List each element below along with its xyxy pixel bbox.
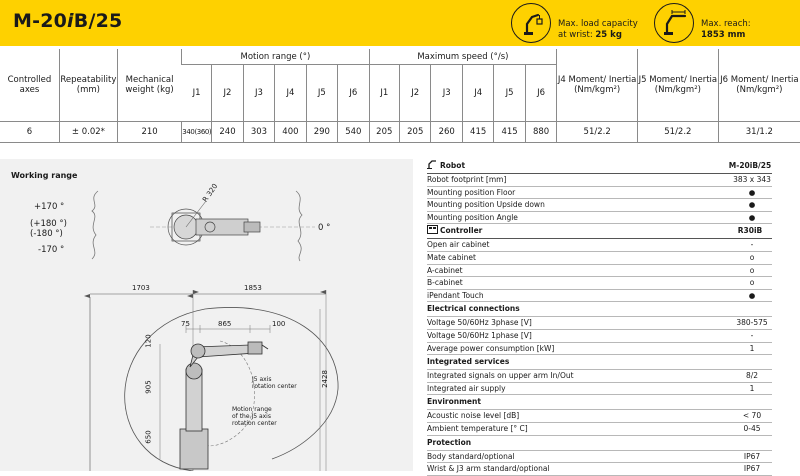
spec-row — [427, 451, 772, 464]
header-banner — [0, 0, 800, 46]
spec-row — [427, 199, 772, 212]
spec-label: Acoustic noise level [dB] — [427, 411, 520, 421]
dim-650: 650 — [144, 430, 153, 444]
spec-row — [427, 290, 772, 303]
dim-905: 905 — [144, 380, 153, 394]
angle-minus180: (-180 °) — [30, 229, 63, 239]
spec-label: Robot footprint [mm] — [427, 175, 507, 184]
electrical-section-header: Electrical connections — [427, 302, 772, 317]
spec-label: Ambient temperature [° C] — [427, 423, 528, 433]
spec-value: - — [750, 240, 754, 250]
spec-value: - — [750, 330, 754, 340]
value-motion-j3: 303 — [243, 122, 274, 143]
text-fragment: rotation center — [232, 420, 277, 427]
speed-j5-header: J5 — [494, 65, 525, 122]
text-fragment: 1853 mm — [701, 30, 746, 40]
col-repeatability: Repeatability (mm) — [59, 49, 117, 122]
value-motion-j1: 340(360) — [182, 122, 212, 143]
motion-j2-header: J2 — [212, 65, 243, 122]
spec-value: 8/2 — [745, 371, 759, 381]
angle-plus180: (+180 °) — [30, 219, 67, 229]
value-j6-moment: 31/1.2 — [718, 122, 800, 143]
spec-value: 1 — [749, 343, 755, 353]
spec-value: IP67 — [743, 464, 761, 474]
controller-section-header — [427, 224, 772, 239]
spec-row — [427, 410, 772, 423]
dim-1853: 1853 — [244, 284, 262, 292]
j5-axis-note — [252, 376, 297, 390]
robot-icon — [427, 160, 438, 169]
text-fragment: Motion range — [232, 406, 272, 413]
text-fragment: of the J5 axis — [232, 413, 271, 420]
value-speed-j2: 205 — [400, 122, 431, 143]
spec-label: Integrated signals on upper arm In/Out — [427, 371, 574, 381]
text-fragment: J5 axis — [252, 376, 272, 383]
spec-label: Open air cabinet — [427, 240, 490, 250]
text-fragment: M-20iB/25 — [728, 161, 772, 170]
spec-row — [427, 317, 772, 330]
col-mechanical-weight: Mechanical weight (kg) — [117, 49, 181, 122]
text-fragment: Max. load capacity — [558, 19, 638, 29]
value-repeatability: ± 0.02* — [59, 122, 117, 143]
dim-2428: 2428 — [320, 370, 329, 388]
angle-plus170: +170 ° — [34, 202, 65, 212]
spec-label: Body standard/optional — [427, 451, 515, 461]
speed-j2-header: J2 — [400, 65, 431, 122]
spec-row — [427, 265, 772, 278]
spec-value: o — [749, 278, 755, 288]
spec-label: Mate cabinet — [427, 252, 476, 262]
motion-j6-header: J6 — [338, 65, 369, 122]
spec-value: o — [749, 252, 755, 262]
spec-label: Average power consumption [kW] — [427, 343, 555, 353]
spec-label: Mounting position Angle — [427, 212, 518, 222]
spec-row — [427, 174, 772, 187]
text-fragment: B/25 — [73, 10, 123, 32]
value-speed-j6: 880 — [525, 122, 556, 143]
spec-row — [427, 239, 772, 252]
text-fragment: i — [67, 10, 74, 32]
spec-value: ● — [748, 187, 756, 197]
angle-zero: 0 ° — [318, 223, 331, 233]
spec-value: 0-45 — [743, 423, 761, 433]
spec-value: ● — [748, 200, 756, 210]
spec-label: Integrated air supply — [427, 383, 506, 393]
dim-100: 100 — [272, 320, 286, 328]
value-motion-j2: 240 — [212, 122, 243, 143]
spec-value: ● — [748, 212, 756, 222]
value-speed-j3: 260 — [431, 122, 462, 143]
spec-row — [427, 423, 772, 436]
speed-j6-header: J6 — [525, 65, 556, 122]
protection-section-header: Protection — [427, 436, 772, 451]
value-axes: 6 — [0, 122, 59, 143]
spec-value: 380-575 — [736, 318, 768, 328]
spec-row — [427, 252, 772, 265]
text-fragment — [558, 30, 638, 41]
spec-label: Mounting position Upside down — [427, 200, 545, 210]
text-fragment: rotation center — [252, 383, 297, 390]
spec-row — [427, 370, 772, 383]
max-reach-icon — [654, 3, 694, 43]
group-motion-range: Motion range (°) — [182, 49, 369, 65]
spec-label: Voltage 50/60Hz 1phase [V] — [427, 330, 532, 340]
value-j4-moment: 51/2.2 — [557, 122, 638, 143]
text-fragment: Robot — [440, 161, 466, 170]
col-j6-moment: J6 Moment/ Inertia (Nm/kgm²) — [718, 49, 800, 122]
controller-icon — [427, 225, 438, 234]
col-j5-moment: J5 Moment/ Inertia (Nm/kgm²) — [638, 49, 719, 122]
spec-label: B-cabinet — [427, 278, 463, 288]
value-speed-j4: 415 — [462, 122, 493, 143]
spec-label: Wrist & J3 arm standard/optional — [427, 464, 550, 474]
text-fragment: 25 kg — [595, 30, 622, 40]
value-motion-j5: 290 — [306, 122, 337, 143]
text-fragment: M-20 — [13, 10, 68, 32]
spec-label: A-cabinet — [427, 265, 463, 275]
motion-j3-header: J3 — [243, 65, 274, 122]
spec-value: o — [749, 265, 755, 275]
spec-value: ● — [748, 290, 756, 300]
spec-label: iPendant Touch — [427, 290, 484, 300]
text-fragment — [701, 30, 751, 41]
working-range-title: Working range — [11, 171, 78, 180]
dim-1703: 1703 — [132, 284, 150, 292]
motion-j1-header: J1 — [192, 88, 201, 98]
group-max-speed: Maximum speed (°/s) — [369, 49, 557, 65]
spec-value: < 70 — [742, 411, 762, 421]
spec-row — [427, 383, 772, 396]
motion-j5-header: J5 — [306, 65, 337, 122]
environment-section-header: Environment — [427, 395, 772, 410]
dim-865: 865 — [218, 320, 232, 328]
text-fragment: Controller — [440, 226, 483, 236]
text-fragment: at wrist: — [558, 30, 596, 40]
speed-j3-header: J3 — [431, 65, 462, 122]
spec-table — [0, 49, 800, 143]
col-controlled-axes: Controlled axes — [7, 75, 52, 95]
load-capacity-icon — [511, 3, 551, 43]
spec-label: Voltage 50/60Hz 3phase [V] — [427, 318, 532, 328]
spec-row — [427, 187, 772, 200]
value-motion-j4: 400 — [275, 122, 306, 143]
dim-75: 75 — [181, 320, 190, 328]
spec-row — [427, 330, 772, 343]
value-j5-moment: 51/2.2 — [638, 122, 719, 143]
spec-row — [427, 343, 772, 356]
motion-range-note — [232, 406, 277, 427]
radius-label: R 320 — [201, 182, 220, 204]
speed-j1-header: J1 — [369, 65, 399, 122]
max-reach-text — [701, 19, 751, 41]
speed-j4-header: J4 — [462, 65, 493, 122]
spec-value: 1 — [749, 383, 755, 393]
load-capacity-text — [558, 19, 638, 41]
spec-label: Mounting position Floor — [427, 187, 516, 197]
spec-value: IP67 — [743, 451, 761, 461]
spec-row — [427, 463, 772, 476]
value-weight: 210 — [117, 122, 181, 143]
text-fragment: R30iB — [737, 226, 763, 236]
value-motion-j6: 540 — [338, 122, 369, 143]
value-speed-j1: 205 — [369, 122, 399, 143]
angle-minus170: -170 ° — [38, 245, 65, 255]
motion-j4-header: J4 — [275, 65, 306, 122]
working-range-panel — [0, 159, 413, 471]
dim-120: 120 — [144, 334, 153, 348]
robot-section-header — [427, 159, 772, 174]
spec-row — [427, 277, 772, 290]
col-j4-moment: J4 Moment/ Inertia (Nm/kgm²) — [557, 49, 638, 122]
model-title — [13, 10, 122, 32]
spec-value: 383 x 343 — [733, 175, 771, 184]
text-fragment: Max. reach: — [701, 19, 751, 29]
value-speed-j5: 415 — [494, 122, 525, 143]
spec-list — [427, 159, 772, 476]
integrated-section-header: Integrated services — [427, 355, 772, 370]
spec-row — [427, 212, 772, 225]
